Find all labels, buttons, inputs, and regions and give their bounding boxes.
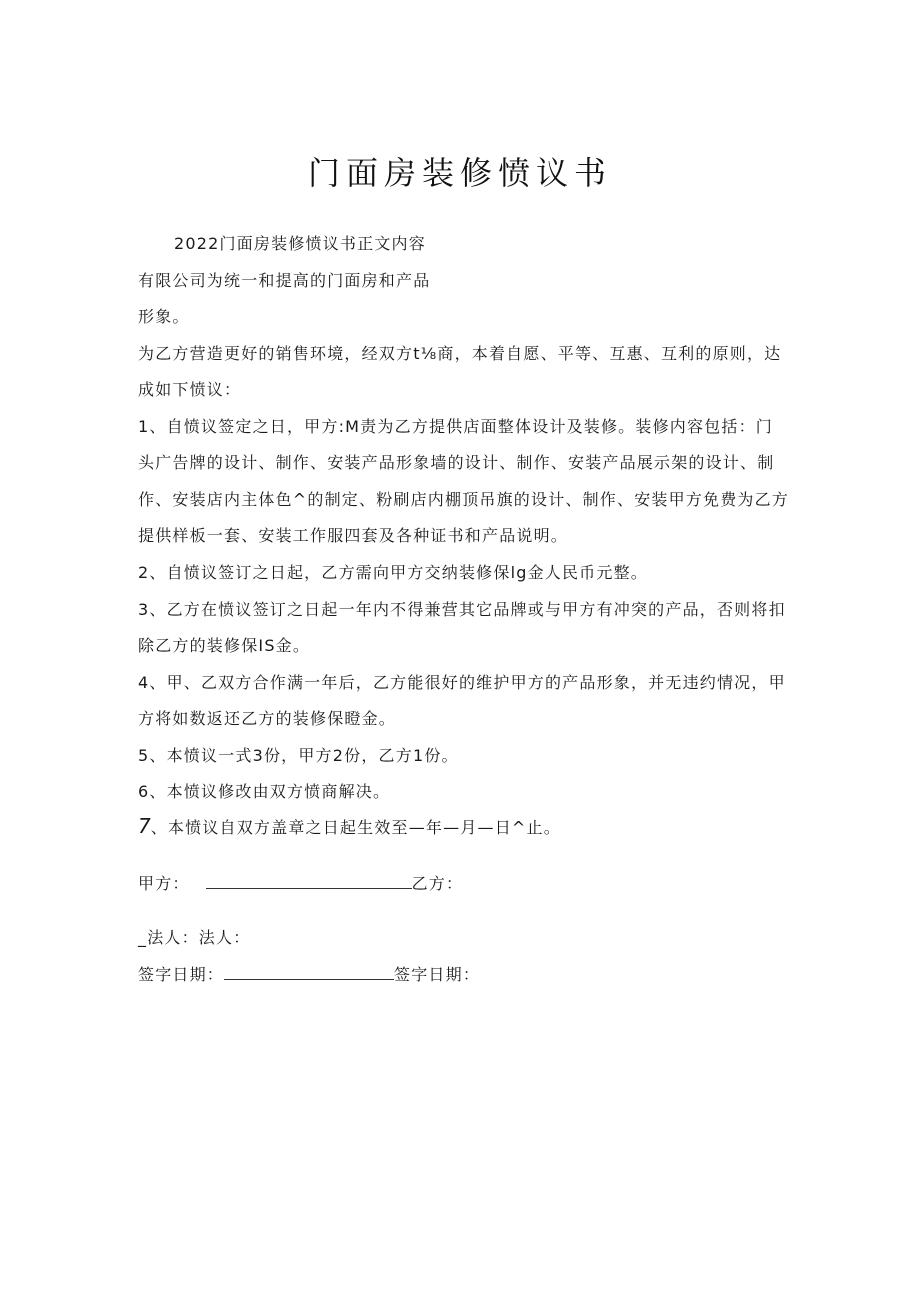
signing-date-line (138, 962, 480, 985)
intro-line: 为乙方营造更好的销售环境，经双方t⅛商，本着自愿、平等、互惠、互利的原则，达 (138, 344, 782, 363)
clause-1-line: 作、安装店内主体色^的制定、粉刷店内棚顶吊旗的设计、制作、安装甲方免费为乙方 (138, 490, 790, 509)
clause-3-line: 3、乙方在愤议签订之日起一年内不得兼营其它品牌或与甲方有冲突的产品，否则将扣 (138, 600, 786, 619)
clause-7-number: 7 (138, 814, 151, 838)
clause-1-line: 1、自愤议签定之日，甲方:M责为乙方提供店面整体设计及装修。装修内容包括：门 (138, 417, 773, 436)
date-label-b: 签字日期： (394, 965, 481, 984)
clause-3-line: 除乙方的装修保IS金。 (138, 636, 311, 655)
clause-1-line: 提供样板一套、安装工作服四套及各种证书和产品说明。 (138, 526, 569, 545)
intro-line: 有限公司为统一和提高的门面房和产品 (138, 271, 431, 290)
document-title: 门面房装修愤议书 (307, 154, 612, 192)
party-a-blank (206, 874, 412, 889)
date-a-blank (224, 965, 394, 980)
intro-line: 形象。 (138, 307, 190, 326)
party-b-label: 乙方： (411, 874, 464, 893)
clause-5-line: 5、本愤议一式3份，甲方2份，乙方1份。 (138, 746, 459, 765)
party-a-label: 甲方： (138, 874, 190, 893)
clause-7-line (138, 814, 561, 838)
legal-representative-line: _法人：法人： (138, 928, 251, 947)
clause-2-line: 2、自愤议签订之日起，乙方需向甲方交纳装修保lg金人民币元整。 (138, 563, 648, 582)
clause-6-line: 6、本愤议修改由双方愤商解决。 (138, 782, 391, 801)
clause-7-text: 、本愤议自双方盖章之日起生效至—年—月—日^止。 (150, 818, 561, 837)
clause-4-line: 4、甲、乙双方合作满一年后，乙方能很好的维护甲方的产品形象，并无违约情况，甲 (138, 673, 786, 692)
clause-4-line: 方将如数返还乙方的装修保瞪金。 (138, 709, 397, 728)
clause-1-line: 头广告牌的设计、制作、安装产品形象墙的设计、制作、安装产品展示架的设计、制 (138, 453, 775, 472)
date-label-a: 签字日期： (138, 965, 225, 984)
party-signature-line (138, 871, 463, 894)
intro-line: 成如下愤议： (138, 380, 242, 399)
document-subtitle: 2022门面房装修愤议书正文内容 (174, 234, 426, 253)
